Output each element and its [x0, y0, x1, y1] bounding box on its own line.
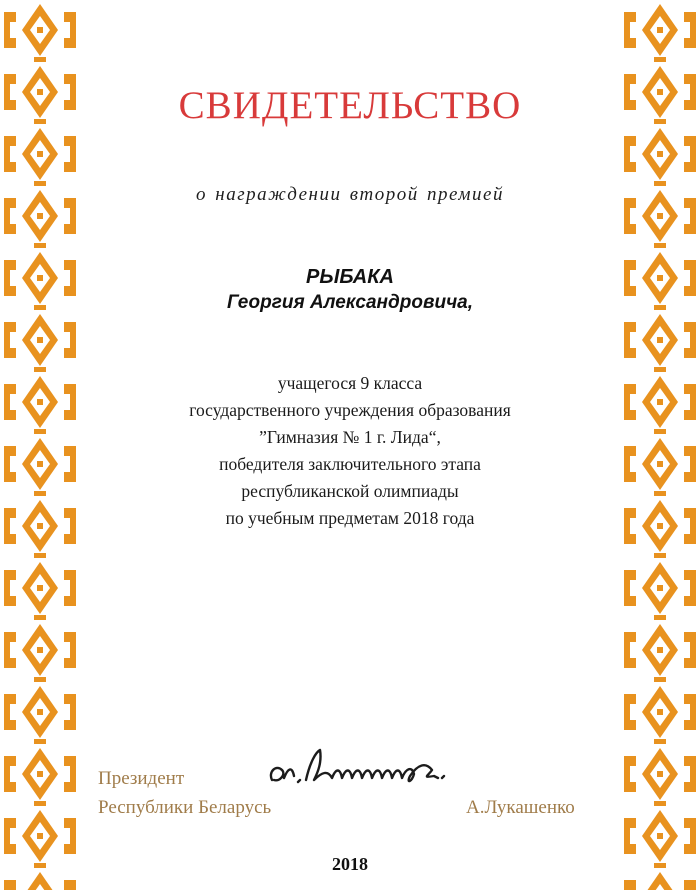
ornament-hook — [684, 198, 696, 234]
ornament-hook — [624, 756, 636, 792]
ornament-hook — [64, 632, 76, 668]
ornament-connector — [654, 305, 666, 310]
ornament-center — [37, 647, 43, 653]
ornament-hook — [624, 570, 636, 606]
issue-year: 2018 — [332, 854, 368, 874]
ornament-connector — [654, 367, 666, 372]
ornament-center — [657, 771, 663, 777]
ornament-hook — [4, 756, 16, 792]
ornament-hook — [64, 74, 76, 110]
ornament-hook — [4, 570, 16, 606]
ornament-hook — [684, 632, 696, 668]
ornament-connector — [654, 677, 666, 682]
body-line: государственного учреждения образования — [189, 400, 511, 420]
ornament-hook — [624, 632, 636, 668]
ornament-center — [37, 709, 43, 715]
ornament-connector — [654, 57, 666, 62]
ornament-connector — [654, 181, 666, 186]
ornament-border-right — [620, 0, 700, 890]
ornament-hook — [64, 260, 76, 296]
ornament-center — [657, 337, 663, 343]
ornament-hook — [624, 880, 636, 890]
ornament-center — [657, 585, 663, 591]
ornament-hook — [684, 880, 696, 890]
ornament-hook — [64, 12, 76, 48]
ornament-hook — [4, 74, 16, 110]
ornament-connector — [34, 863, 46, 868]
ornament-hook — [624, 508, 636, 544]
ornament-hook — [684, 756, 696, 792]
ornament-hook — [684, 384, 696, 420]
ornament-connector — [654, 863, 666, 868]
ornament-hook — [64, 756, 76, 792]
signature-icon — [262, 742, 482, 792]
ornament-center — [657, 833, 663, 839]
ornament-connector — [34, 739, 46, 744]
ornament-connector — [34, 677, 46, 682]
ornament-center — [657, 151, 663, 157]
ornament-center — [657, 523, 663, 529]
ornament-center — [657, 275, 663, 281]
ornament-hook — [4, 446, 16, 482]
ornament-connector — [34, 305, 46, 310]
ornament-hook — [4, 880, 16, 890]
ornament-hook — [684, 136, 696, 172]
ornament-center — [657, 647, 663, 653]
signatory-title-line1: Президент — [98, 768, 185, 789]
ornament-center — [657, 89, 663, 95]
ornament-center — [37, 399, 43, 405]
ornament-hook — [624, 74, 636, 110]
body-line: по учебным предметам 2018 года — [225, 508, 475, 528]
ornament-hook — [64, 694, 76, 730]
ornament-hook — [4, 322, 16, 358]
award-subtitle: о награждении второй премией — [196, 184, 504, 205]
ornament-center — [37, 213, 43, 219]
ornament-hook — [684, 322, 696, 358]
ornament-hook — [624, 260, 636, 296]
ornament-hook — [624, 322, 636, 358]
ornament-hook — [64, 880, 76, 890]
ornament-hook — [4, 508, 16, 544]
ornament-hook — [684, 260, 696, 296]
ornament-center — [37, 461, 43, 467]
ornament-center — [657, 27, 663, 33]
ornament-hook — [4, 136, 16, 172]
ornament-hook — [684, 508, 696, 544]
ornament-hook — [64, 198, 76, 234]
ornament-connector — [34, 367, 46, 372]
ornament-connector — [34, 491, 46, 496]
ornament-hook — [64, 446, 76, 482]
ornament-center — [37, 151, 43, 157]
ornament-hook — [624, 818, 636, 854]
ornament-center — [37, 27, 43, 33]
ornament-connector — [34, 243, 46, 248]
ornament-hook — [684, 74, 696, 110]
ornament-center — [37, 337, 43, 343]
ornament-connector — [654, 119, 666, 124]
ornament-center — [37, 523, 43, 529]
ornament-center — [37, 89, 43, 95]
ornament-hook — [624, 694, 636, 730]
ornament-center — [657, 709, 663, 715]
ornament-hook — [684, 446, 696, 482]
signatory-name: А.Лукашенко — [466, 797, 575, 818]
ornament-connector — [34, 57, 46, 62]
ornament-center — [37, 585, 43, 591]
body-line: учащегося 9 класса — [277, 373, 423, 393]
recipient-name: Георгия Александровича, — [227, 292, 473, 313]
ornament-connector — [34, 119, 46, 124]
body-line: ”Гимназия № 1 г. Лида“, — [259, 427, 441, 447]
ornament-hook — [4, 694, 16, 730]
ornament-border-left — [0, 0, 80, 890]
ornament-hook — [64, 322, 76, 358]
ornament-hook — [4, 818, 16, 854]
ornament-hook — [684, 694, 696, 730]
ornament-hook — [4, 260, 16, 296]
ornament-hook — [684, 818, 696, 854]
ornament-hook — [624, 136, 636, 172]
ornament-hook — [624, 446, 636, 482]
ornament-center — [37, 275, 43, 281]
ornament-hook — [624, 12, 636, 48]
ornament-hook — [684, 12, 696, 48]
ornament-connector — [34, 801, 46, 806]
body-line: республиканской олимпиады — [241, 481, 459, 501]
ornament-center — [657, 461, 663, 467]
recipient-surname: РЫБАКА — [306, 266, 394, 288]
ornament-connector — [654, 243, 666, 248]
ornament-hook — [4, 12, 16, 48]
ornament-hook — [64, 384, 76, 420]
ornament-hook — [4, 384, 16, 420]
signatory-title-line2: Республики Беларусь — [98, 797, 272, 818]
certificate-body — [80, 370, 620, 532]
ornament-connector — [654, 801, 666, 806]
ornament-connector — [34, 181, 46, 186]
ornament-center — [37, 833, 43, 839]
ornament-hook — [64, 508, 76, 544]
ornament-hook — [624, 384, 636, 420]
ornament-connector — [654, 615, 666, 620]
ornament-center — [37, 771, 43, 777]
ornament-hook — [4, 632, 16, 668]
ornament-center — [657, 213, 663, 219]
ornament-hook — [64, 570, 76, 606]
ornament-connector — [34, 553, 46, 558]
ornament-connector — [654, 491, 666, 496]
ornament-hook — [624, 198, 636, 234]
ornament-connector — [654, 739, 666, 744]
ornament-hook — [684, 570, 696, 606]
ornament-connector — [654, 429, 666, 434]
certificate-title: СВИДЕТЕЛЬСТВО — [178, 84, 522, 127]
body-line: победителя заключительного этапа — [219, 454, 481, 474]
ornament-connector — [654, 553, 666, 558]
ornament-center — [657, 399, 663, 405]
ornament-hook — [64, 818, 76, 854]
ornament-connector — [34, 615, 46, 620]
ornament-hook — [4, 198, 16, 234]
ornament-hook — [64, 136, 76, 172]
ornament-connector — [34, 429, 46, 434]
